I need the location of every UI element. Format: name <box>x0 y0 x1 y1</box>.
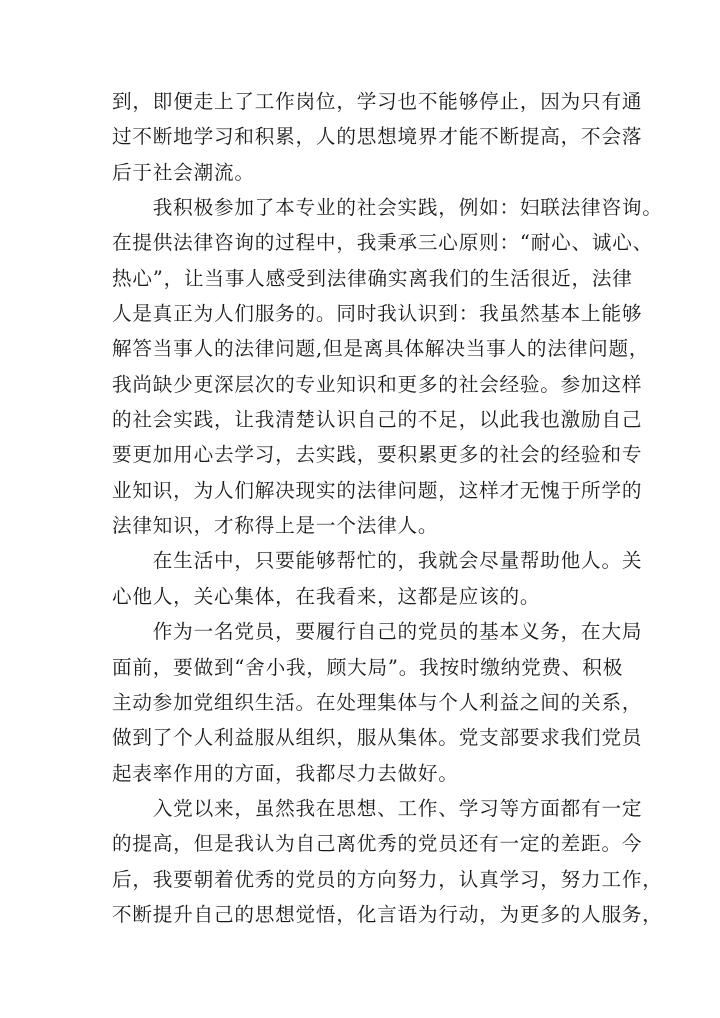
text-line: 我尚缺少更深层次的专业知识和更多的社会经验。参加这样 <box>112 372 643 396</box>
text-line: 的社会实践，让我清楚认识自己的不足，以此我也激励自己 <box>112 408 643 432</box>
text-line: 后，我要朝着优秀的党员的方向努力，认真学习，努力工作， <box>112 867 663 891</box>
text-line: 我积极参加了本专业的社会实践，例如：妇联法律咨询。 <box>112 196 663 220</box>
text-line: 要更加用心去学习，去实践，要积累更多的社会的经验和专 <box>112 443 643 467</box>
text-line: 过不断地学习和积累，人的思想境界才能不断提高，不会落 <box>112 125 643 149</box>
text-line: 主动参加党组织生活。在处理集体与个人利益之间的关系， <box>112 690 643 714</box>
text-line: 法律知识，才称得上是一个法律人。 <box>112 514 439 538</box>
text-line: 起表率作用的方面，我都尽力去做好。 <box>112 761 459 785</box>
text-line: 心他人，关心集体，在我看来，这都是应该的。 <box>112 584 541 608</box>
text-line: 解答当事人的法律问题,但是离具体解决当事人的法律问题， <box>112 337 650 361</box>
text-line: 业知识，为人们解决现实的法律问题，这样才无愧于所学的 <box>112 478 643 502</box>
text-line: 作为一名党员，要履行自己的党员的基本义务，在大局 <box>112 620 643 644</box>
text-line: 的提高，但是我认为自己离优秀的党员还有一定的差距。今 <box>112 832 643 856</box>
text-line: 在提供法律咨询的过程中，我秉承三心原则：“耐心、诚心、 <box>112 231 654 255</box>
text-line: 入党以来，虽然我在思想、工作、学习等方面都有一定 <box>112 796 643 820</box>
text-line: 面前，要做到“舍小我，顾大局”。我按时缴纳党费、积极 <box>112 655 624 679</box>
text-line: 做到了个人利益服从组织，服从集体。党支部要求我们党员 <box>112 726 643 750</box>
text-line: 到，即便走上了工作岗位，学习也不能够停止，因为只有通 <box>112 90 643 113</box>
body-text <box>112 84 663 932</box>
text-line: 在生活中，只要能够帮忙的，我就会尽量帮助他人。关 <box>112 549 643 573</box>
text-line: 人是真正为人们服务的。同时我认识到：我虽然基本上能够 <box>112 302 643 326</box>
text-line: 后于社会潮流。 <box>112 160 255 184</box>
text-line: 热心”，让当事人感受到法律确实离我们的生活很近，法律 <box>112 266 633 290</box>
text-line: 不断提升自己的思想觉悟，化言语为行动，为更多的人服务， <box>112 902 663 926</box>
